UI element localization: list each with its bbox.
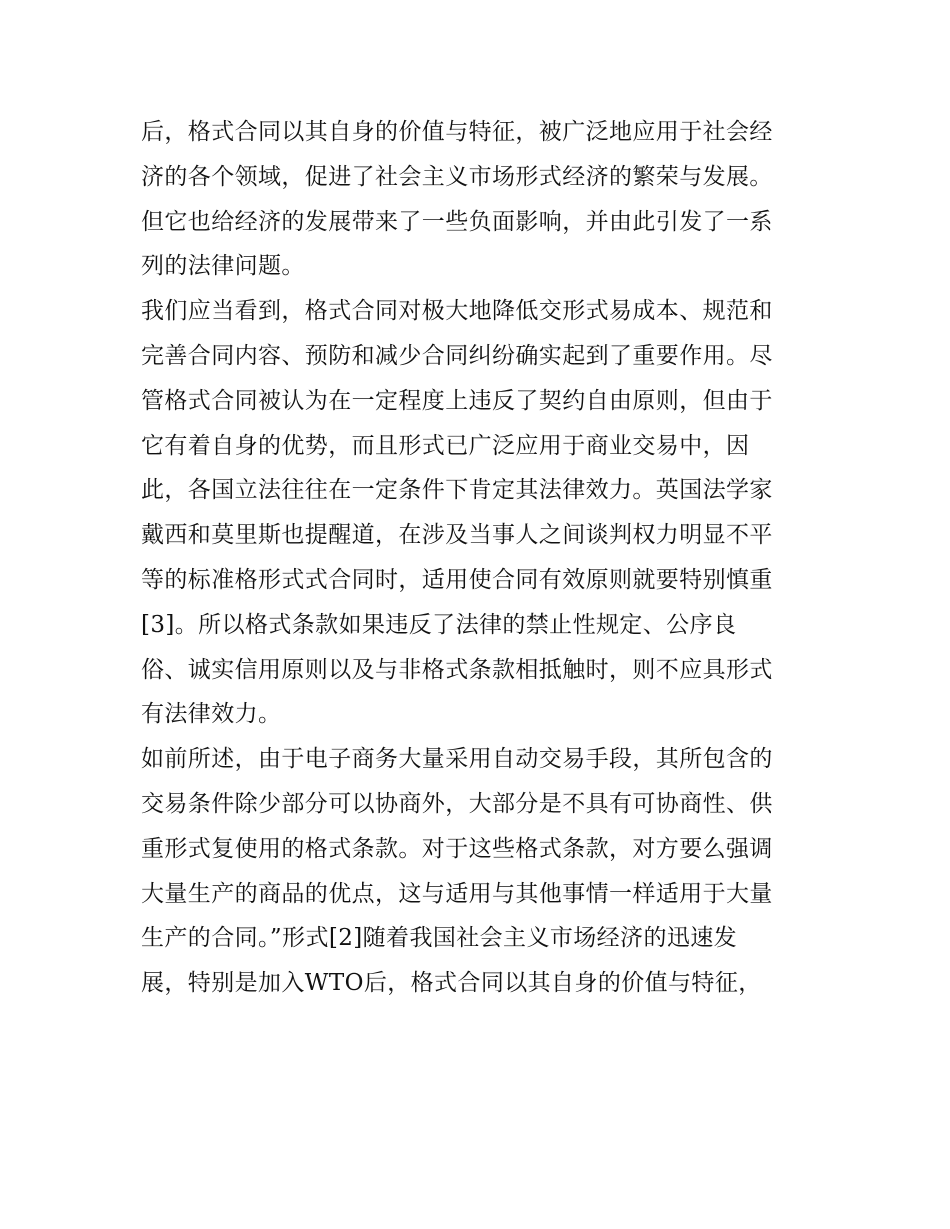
text-line: 展，特别是加入WTO后，格式合同以其自身的价值与特征， [141, 970, 762, 997]
text-line: 我们应当看到，格式合同对极大地降低交形式易成本、规范和 [141, 298, 773, 325]
text-line: 管格式合同被认为在一定程度上违反了契约自由原则，但由于 [141, 387, 773, 414]
text-line: 但它也给经济的发展带来了一些负面影响，并由此引发了一系 [141, 208, 773, 235]
text-line: 生产的合同。”形式[2]随着我国社会主义市场经济的迅速发 [141, 925, 738, 952]
text-line: 交易条件除少部分可以协商外，大部分是不具有可协商性、供 [141, 790, 773, 817]
text-line: 戴西和莫里斯也提醒道，在涉及当事人之间谈判权力明显不平 [141, 522, 773, 549]
text-line: 重形式复使用的格式条款。对于这些格式条款，对方要么强调 [141, 835, 773, 862]
text-line: 列的法律问题。 [141, 253, 305, 280]
text-line: 完善合同内容、预防和减少合同纠纷确实起到了重要作用。尽 [141, 342, 773, 369]
document-body [141, 110, 821, 1006]
text-line: 如前所述，由于电子商务大量采用自动交易手段，其所包含的 [141, 746, 773, 773]
text-line: 此，各国立法往往在一定条件下肯定其法律效力。英国法学家 [141, 477, 773, 504]
text-line: 俗、诚实信用原则以及与非格式条款相抵触时，则不应具形式 [141, 656, 773, 683]
text-line: 等的标准格形式式合同时，适用使合同有效原则就要特别慎重 [141, 566, 773, 593]
text-line: 后，格式合同以其自身的价值与特征，被广泛地应用于社会经 [141, 119, 773, 145]
text-line: 大量生产的商品的优点，这与适用与其他事情一样适用于大量 [141, 880, 773, 907]
text-line: [3]。所以格式条款如果违反了法律的禁止性规定、公序良 [141, 611, 737, 638]
text-line: 有法律效力。 [141, 701, 282, 728]
text-line: 它有着自身的优势，而且形式已广泛应用于商业交易中，因 [141, 432, 750, 459]
text-line: 济的各个领域，促进了社会主义市场形式经济的繁荣与发展。 [141, 163, 773, 190]
